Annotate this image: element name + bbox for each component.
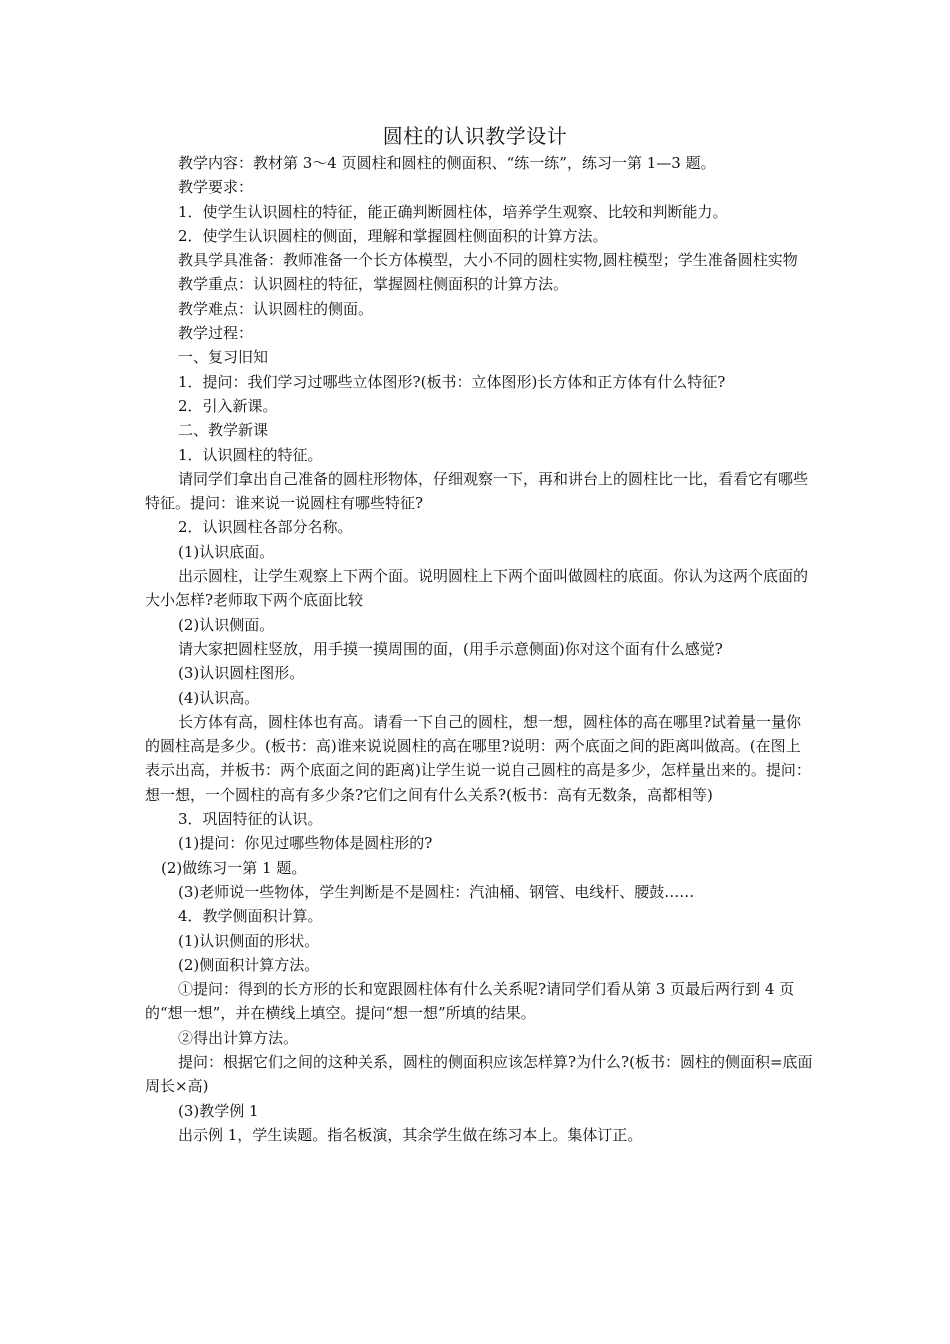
paragraph-side: (2)认识侧面。 xyxy=(178,615,275,634)
paragraph-consolidate-3: (3)老师说一些物体，学生判断是不是圆柱：汽油桶、钢管、电线杆、腰鼓…… xyxy=(178,882,695,901)
paragraph-lateral-method: (2)侧面积计算方法。 xyxy=(178,955,320,974)
paragraph-consolidate-2: (2)做练习一第 1 题。 xyxy=(161,858,307,877)
document-title: 圆柱的认识教学设计 xyxy=(382,124,568,148)
paragraph-method-derive: ②得出计算方法。 xyxy=(178,1028,299,1047)
paragraph-base-detail: 出示圆柱，让学生观察上下两个面。说明圆柱上下两个面叫做圆柱的底面。你认为这两个底面的大小怎样?老师取下两个底面比较 xyxy=(145,567,809,610)
paragraph-consolidate: 3．巩固特征的认识。 xyxy=(178,810,323,829)
paragraph-teaching-aids: 教具学具准备：教师准备一个长方体模型，大小不同的圆柱实物,圆柱模型；学生准备圆柱实物 xyxy=(178,251,798,270)
paragraph-part-names: 2．认识圆柱各部分名称。 xyxy=(178,518,353,537)
paragraph-process: 教学过程： xyxy=(178,324,254,343)
paragraph-example-1: (3)教学例 1 xyxy=(178,1101,259,1120)
paragraph-example-1-detail: 出示例 1，学生读题。指名板演，其余学生做在练习本上。集体订正。 xyxy=(178,1125,643,1144)
paragraph-review-1: 1．提问：我们学习过哪些立体图形?(板书：立体图形)长方体和正方体有什么特征? xyxy=(178,372,726,391)
document-body xyxy=(145,151,813,1147)
paragraph-figure: (3)认识圆柱图形。 xyxy=(178,664,305,683)
paragraph-method-formula: 提问：根据它们之间的这种关系，圆柱的侧面积应该怎样算?为什么?(板书：圆柱的侧面积=底面周长×高) xyxy=(145,1052,813,1096)
paragraph-features: 1．认识圆柱的特征。 xyxy=(178,445,323,464)
paragraph-consolidate-1: (1)提问：你见过哪些物体是圆柱形的? xyxy=(178,834,433,853)
paragraph-teaching-content: 教学内容：教材第 3～4 页圆柱和圆柱的侧面积、“练一练”，练习一第 1—3 题。 xyxy=(178,154,716,172)
paragraph-key-points: 教学重点：认识圆柱的特征，掌握圆柱侧面积的计算方法。 xyxy=(178,275,569,294)
paragraph-height-detail: 长方体有高，圆柱体也有高。请看一下自己的圆柱，想一想，圆柱体的高在哪里?试着量一量你的圆柱高是多少。(板书：高)谁来说说圆柱的高在哪里?说明：两个底面之间的距离叫做高。(在图上表示出高，并板书：两个底面之间的距离)让学生说一说自己圆柱的高是多少，怎样量出来的。提问：想一想，一个圆柱的高有多少条?它们之间有什么关系?(板书：高有无数条，高都相等) xyxy=(145,712,811,804)
paragraph-side-detail: 请大家把圆柱竖放，用手摸一摸周围的面，(用手示意侧面)你对这个面有什么感觉? xyxy=(178,639,723,658)
paragraph-method-question: ①提问：得到的长方形的长和宽跟圆柱体有什么关系呢?请同学们看从第 3 页最后两行到 4 页的“想一想”，并在横线上填空。提问“想一想”所填的结果。 xyxy=(145,980,795,1023)
paragraph-features-detail: 请同学们拿出自己准备的圆柱形物体，仔细观察一下，再和讲台上的圆柱比一比，看看它有哪些特征。提问：谁来说一说圆柱有哪些特征? xyxy=(145,469,809,513)
paragraph-review-2: 2．引入新课。 xyxy=(178,396,278,415)
paragraph-teaching-requirements: 教学要求： xyxy=(178,178,254,197)
section-heading-new-lesson: 二、教学新课 xyxy=(178,421,269,440)
section-heading-review: 一、复习旧知 xyxy=(178,348,269,367)
paragraph-height: (4)认识高。 xyxy=(178,688,260,707)
paragraph-difficulties: 教学难点：认识圆柱的侧面。 xyxy=(178,299,374,318)
paragraph-requirement-2: 2．使学生认识圆柱的侧面，理解和掌握圆柱侧面积的计算方法。 xyxy=(178,226,608,245)
paragraph-lateral-shape: (1)认识侧面的形状。 xyxy=(178,931,320,950)
paragraph-requirement-1: 1．使学生认识圆柱的特征，能正确判断圆柱体，培养学生观察、比较和判断能力。 xyxy=(178,202,728,221)
paragraph-lateral-area: 4．教学侧面积计算。 xyxy=(178,907,323,926)
paragraph-base: (1)认识底面。 xyxy=(178,542,275,561)
